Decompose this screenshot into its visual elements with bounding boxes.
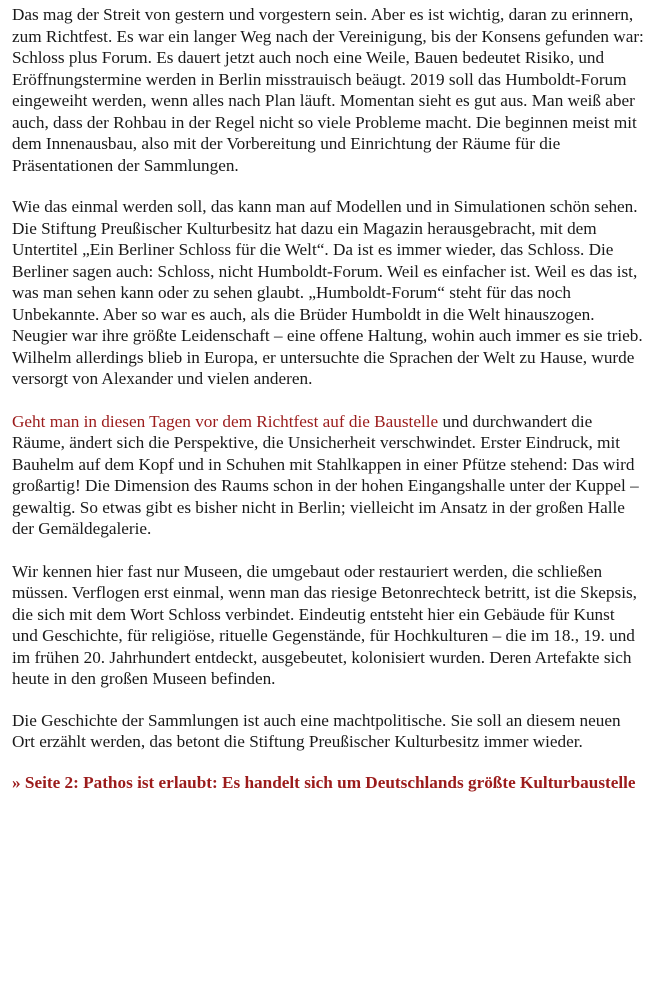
- paragraph-3-text: durchwandert die Räume, ändert sich die Perspektive, die Unsicherheit verschwindet. Erster Eindruck, mit Bauhelm auf dem Kopf und in Schuhen mit Stahlkappen in einer Pfütze stehend: Das wird großartig! Die Dimension des Raums schon in der hohen Eingangshalle unter der Kuppel – gewaltig. So etwas gibt es bisher nicht in Berlin; vielleicht im Ansatz in der großen Halle der Gemäldegalerie.: [12, 411, 639, 538]
- article-body: [12, 4, 644, 813]
- next-page-arrow-icon: »: [12, 772, 21, 792]
- next-page-label: Seite 2: Pathos ist erlaubt: Es handelt sich um Deutschlands größte Kulturbaustelle: [24, 772, 636, 792]
- article-paragraph-2: Wie das einmal werden soll, das kann man auf Modellen und in Simulationen schön sehen. Die Stiftung Preußischer Kulturbesitz hat dazu ein Magazin herausgebracht, mit dem Untertitel „Ein Berliner Schloss für die Welt“. Da ist es immer wieder, das Schloss. Die Berliner sagen auch: Schloss, nicht Humboldt-Forum. Weil es einfacher ist. Weil es das ist, was man sehen kann oder zu sehen glaubt. „Humboldt-Forum“ steht für das noch Unbekannte. Aber so war es auch, als die Brüder Humboldt in die Welt hinauszogen. Neugier war ihre größte Leidenschaft – eine offene Haltung, wohin auch immer es sie trieb. Wilhelm allerdings blieb in Europa, er untersuchte die Sprachen der Welt zu Hause, wurde versorgt von Alexander und vielen anderen.: [12, 197, 643, 388]
- baustelle-link[interactable]: Geht man in diesen Tagen vor dem Richtfest auf die Baustelle: [12, 411, 439, 431]
- paragraph-3-link-continuation: und: [438, 411, 469, 431]
- article-paragraph-4: Wir kennen hier fast nur Museen, die umgebaut oder restauriert werden, die schließen müssen. Verflogen erst einmal, wenn man das riesige Betonrechteck betritt, ist die Skepsis, die sich mit dem Wort Schloss verbindet. Eindeutig entsteht hier ein Gebäude für Kunst und Geschichte, für religiöse, rituelle Gegenstände, für Hochkulturen – die im 18., 19. und im frühen 20. Jahrhundert entdeckt, ausgebeutet, kolonisiert wurden. Deren Artefakte sich heute in den großen Museen befinden.: [12, 561, 637, 688]
- article-paragraph-1: Das mag der Streit von gestern und vorgestern sein. Aber es ist wichtig, daran zu erinnern, zum Richtfest. Es war ein langer Weg nach der Vereinigung, bis der Konsens gefunden war: Schloss plus Forum. Es dauert jetzt auch noch eine Weile, Bauen bedeutet Risiko, und Eröffnungstermine werden in Berlin misstrauisch beäugt. 2019 soll das Humboldt-Forum eingeweiht werden, wenn alles nach Plan läuft. Momentan sieht es gut aus. Man weiß aber auch, dass der Rohbau in der Regel nicht so viele Probleme macht. Die beginnen meist mit dem Innenausbau, also mit der Vorbereitung und Einrichtung der Räume für die Präsentationen der Sammlungen.: [12, 5, 644, 175]
- article-paragraph-3: [12, 411, 644, 540]
- article-paragraph-5: Die Geschichte der Sammlungen ist auch eine machtpolitische. Sie soll an diesem neuen Ort erzählt werden, das betont die Stiftung Preußischer Kulturbesitz immer wieder.: [12, 710, 621, 751]
- next-page-link[interactable]: [12, 772, 644, 794]
